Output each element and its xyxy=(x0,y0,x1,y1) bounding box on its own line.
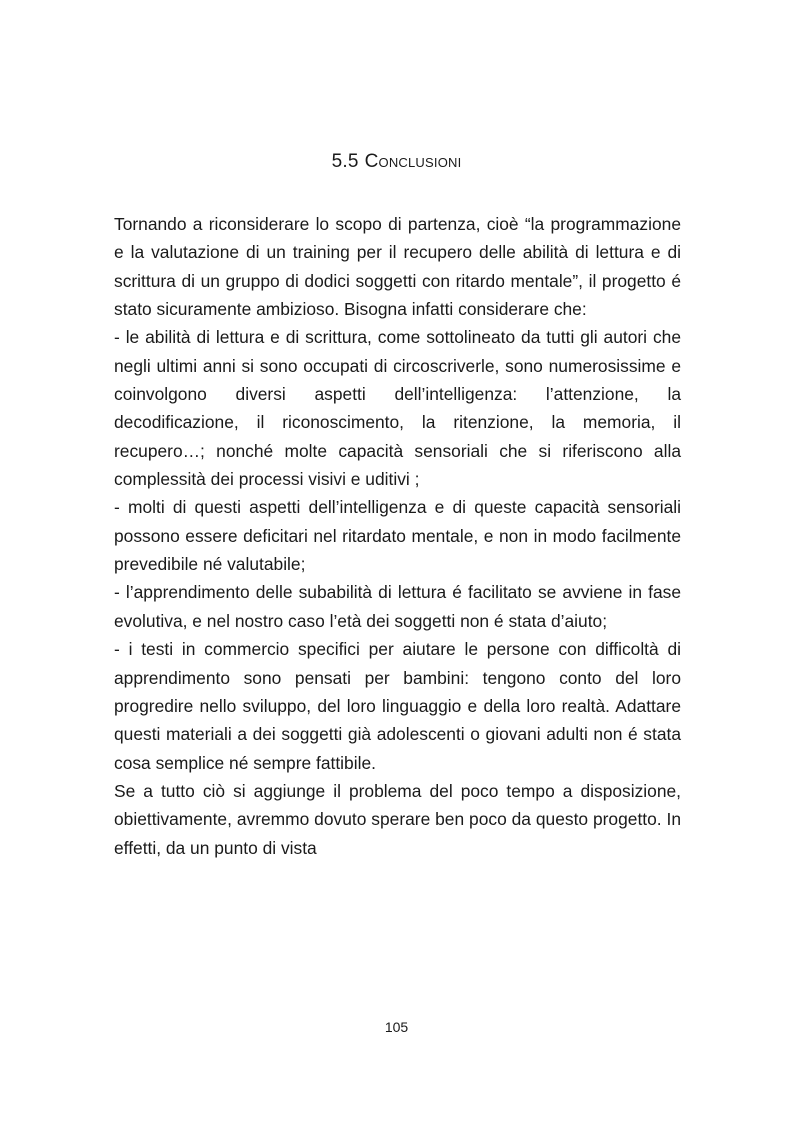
bullet-commercial-texts: - i testi in commercio specifici per aiutare le persone con difficoltà di apprendimento sono pensati per bambini: tengono conto del loro progredire nello sviluppo, del loro linguaggio e della loro realtà. Adattare questi materiali a dei soggetti già adolescenti o giovani adulti non é stata cosa semplice né sempre fattibile. xyxy=(114,639,681,773)
paragraph-intro: Tornando a riconsiderare lo scopo di partenza, cioè “la programmazione e la valutazione di un training per il recupero delle abilità di lettura e di scrittura di un gruppo di dodici soggetti con ritardo mentale”, il progetto é stato sicuramente ambizioso. Bisogna infatti considerare che: xyxy=(114,214,681,320)
section-heading xyxy=(0,151,793,173)
bullet-deficits: - molti di questi aspetti dell’intelligenza e di queste capacità sensoriali possono essere deficitari nel ritardato mentale, e non in modo facilmente prevedibile né valutabile; xyxy=(114,497,681,575)
section-number: 5.5 xyxy=(331,151,359,172)
page-number: 105 xyxy=(384,1019,409,1035)
body-text xyxy=(114,210,681,862)
bullet-learning-age: - l’apprendimento delle subabilità di lettura é facilitato se avviene in fase evolutiva, e nel nostro caso l’età dei soggetti non é stata d’aiuto; xyxy=(114,582,681,631)
paragraph-conclusion: Se a tutto ciò si aggiunge il problema del poco tempo a disposizione, obiettivamente, avremmo dovuto sperare ben poco da questo progetto. In effetti, da un punto di vista xyxy=(114,780,681,858)
bullet-reading-skills: - le abilità di lettura e di scrittura, come sottolineato da tutti gli autori che negli ultimi anni si sono occupati di circoscriverle, sono numerosissime e coinvolgono diversi aspetti dell’intelligenza: l’attenzione, la decodificazione, il riconoscimento, la ritenzione, la memoria, il recupero…; nonché molte capacità sensoriali che si riferiscono alla complessità dei processi visivi e uditivi ; xyxy=(114,327,681,490)
section-title: Conclusioni xyxy=(364,151,462,172)
